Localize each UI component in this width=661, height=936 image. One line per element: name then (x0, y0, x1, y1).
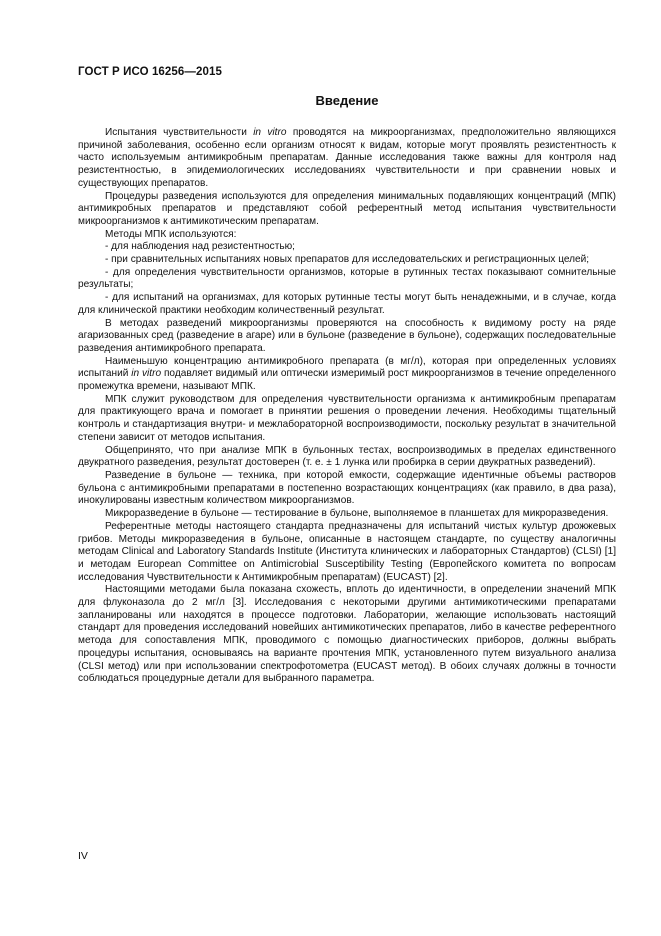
paragraph: Общепринято, что при анализе МПК в бульонных тестах, воспроизводимых в пределах единственного двукратного разведения, результат достоверен (т. е. ± 1 лунка или пробирка в серии двукратных разведений). (78, 444, 616, 469)
paragraph: Наименьшую концентрацию антимикробного препарата (в мг/л), которая при определенных условиях испытаний in vitro подавляет видимый или оптически измеримый рост микроорганизмов в течение определенного промежутка времени, называют МПК. (78, 355, 616, 393)
document-body (78, 127, 616, 686)
paragraph: Референтные методы настоящего стандарта предназначены для испытаний чистых культур дрожжевых грибов. Методы микроразведения в бульоне, описанные в настоящем стандарте, по существу аналогичны методам Clinical and Laboratory Standards Institute (Института клинических и лабораторных Стандартов) (CLSI) [1] и методам European Committee on Antimicrobial Susceptibility Testing (Европейского комитета по вопросам исследования Чувствительности к Антимикробным препаратам) (EUCAST) [2]. (78, 520, 616, 583)
list-item: - для наблюдения над резистентностью; (105, 241, 295, 253)
section-title: Введение (315, 93, 379, 108)
paragraph: Микроразведение в бульоне — тестирование в бульоне, выполняемое в планшетах для микроразведения. (105, 508, 609, 520)
paragraph: Настоящими методами была показана схожесть, вплоть до идентичности, в определении значений МПК для флуконазола до 2 мг/л [3]. Исследования с некоторыми другими антимикотическими препаратами запланированы или находятся в процессе подготовки. Лаборатории, желающие использовать настоящий стандарт для проведения исследований новейших антимикотических препаратов, либо в качестве референтного метода для сопоставления МПК, проводимого с помощью диагностических приборов, должны выбрать процедуры испытания, основываясь на варианте прочтения МПК, установленного путем визуального анализа (CLSI метод) или при использовании спектрофотометра (EUCAST метод). В обоих случаях должны в точности соблюдаться процедурные детали для выбранного параметра. (78, 584, 616, 685)
list-item: - при сравнительных испытаниях новых препаратов для исследовательских и регистрационных целей; (105, 254, 590, 266)
page-number: IV (78, 850, 88, 862)
paragraph: Методы МПК используются: (105, 228, 237, 240)
list-item: - для испытаний на организмах, для которых рутинные тесты могут быть ненадежными, и в случае, когда для клинической практики необходим количественный результат. (78, 292, 616, 316)
paragraph: В методах разведений микроорганизмы проверяются на способность к видимому росту на ряде агаризованных сред (разведение в агаре) или в бульоне (разведение в бульоне), содержащих последовательные разведения антимикробного препарата. (78, 317, 616, 354)
paragraph: Разведение в бульоне — техника, при которой емкости, содержащие идентичные объемы растворов бульона с антимикробными препаратами в постепенно возрастающих концентрациях (как правило, в два раза), инокулированы известным количеством микроорганизмов. (78, 469, 616, 507)
list-item: - для определения чувствительности организмов, которые в рутинных тестах показывают сомнительные результаты; (78, 266, 616, 291)
paragraph: Испытания чувствительности in vitro проводятся на микроорганизмах, предположительно являющихся причиной заболевания, особенно если организм относят к видам, которые могут проявлять резистентность к часто используемым антимикробным препаратам. Данные исследования также важны для контроля над резистентностью, в эпидемиологических исследованиях чувствительности и при сравнении новых и существующих препаратов. (78, 127, 617, 189)
paragraph: Процедуры разведения используются для определения минимальных подавляющих концентраций (МПК) антимикробных препаратов и представляют собой референтный метод испытания чувствительности микроорганизмов к антимикотическим препаратам. (78, 190, 616, 227)
standard-code: ГОСТ Р ИСО 16256—2015 (78, 66, 223, 78)
paragraph: МПК служит руководством для определения чувствительности организма к антимикробным препаратам для практикующего врача и помогает в принятии решения о проведении лечения. Необходимы тщательный контроль и стандартизация внутри- и межлабораторной воспроизводимости, поскольку результат в значительной степени зависит от методов испытания. (78, 393, 616, 443)
